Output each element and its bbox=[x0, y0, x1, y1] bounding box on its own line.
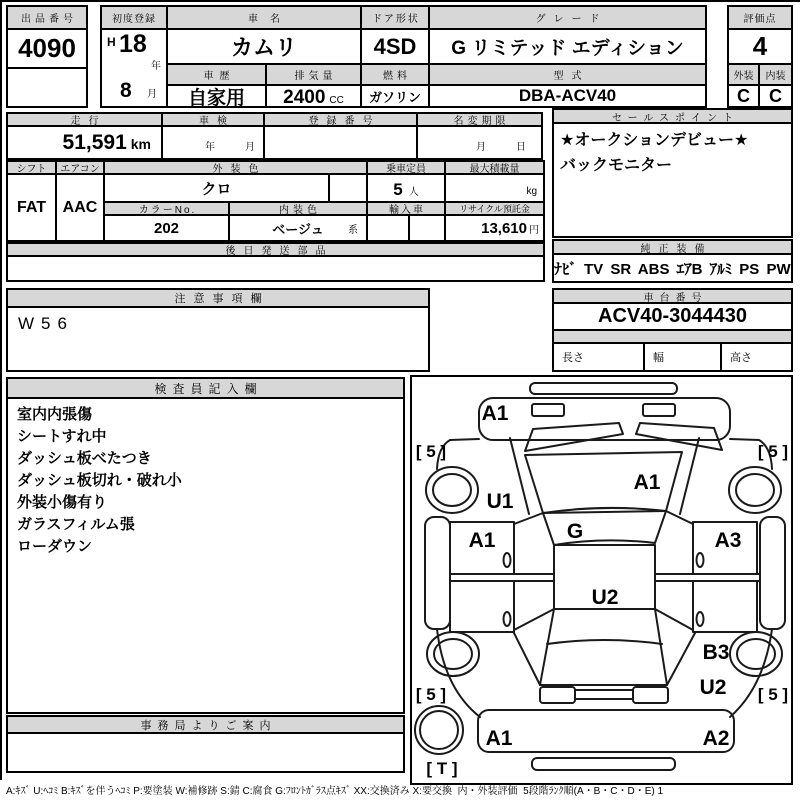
max-load-unit: kg bbox=[526, 186, 537, 197]
shaken-value-cell bbox=[163, 127, 265, 158]
displacement-number: 2400 bbox=[283, 87, 326, 106]
registration-number-cell bbox=[265, 127, 418, 158]
exterior-grade-value: C bbox=[729, 86, 760, 106]
damage-code-roof: U2 bbox=[591, 586, 619, 609]
first-reg-month-unit: 月 bbox=[147, 89, 157, 100]
inspector-box bbox=[6, 377, 405, 714]
auction-number-value: 4090 bbox=[8, 30, 86, 69]
car-name-label: 車名 bbox=[168, 7, 362, 30]
damage-code-windshield: A1 bbox=[633, 471, 661, 494]
interior-color-label: 内装色 bbox=[230, 203, 368, 216]
model-code-label: 型式 bbox=[430, 65, 705, 86]
caution-text: W56 bbox=[18, 314, 74, 333]
office-label: 事務局よりご案内 bbox=[8, 717, 403, 734]
damage-code-right-door: A3 bbox=[714, 529, 742, 552]
front-right-wheel-inner bbox=[736, 474, 774, 506]
aircon-label: エアコン bbox=[57, 162, 105, 175]
trunk-seam-line bbox=[547, 640, 662, 644]
recycle-value: 13,610 bbox=[481, 220, 527, 237]
grade-value: G リミテッド エディション bbox=[430, 30, 705, 65]
name-change-day-unit: 日 bbox=[516, 142, 526, 153]
left-front-door-handle bbox=[504, 553, 511, 567]
inspector-note: シートすれ中 bbox=[17, 428, 107, 445]
tire-mark-spare: [ T ] bbox=[426, 759, 458, 778]
import-car-cell-2 bbox=[410, 216, 446, 240]
inspector-note: 外装小傷有り bbox=[17, 494, 108, 511]
auction-number-box bbox=[6, 5, 88, 108]
color-no-value: 202 bbox=[105, 216, 230, 240]
rear-window-trunk bbox=[540, 609, 667, 685]
damage-code-rear-left: A1 bbox=[485, 727, 513, 750]
left-rear-door-handle bbox=[504, 612, 511, 626]
caution-label: 注意事項欄 bbox=[8, 290, 428, 308]
capacity-unit: 人 bbox=[408, 187, 419, 198]
recycle-unit: 円 bbox=[529, 225, 539, 236]
inspector-label: 検査員記入欄 bbox=[8, 379, 403, 399]
interior-grade-value: C bbox=[769, 86, 782, 106]
door-shape-value: 4SD bbox=[362, 30, 430, 65]
damage-code-right-quarter-lower: U2 bbox=[699, 676, 727, 699]
capacity-cell bbox=[368, 175, 446, 203]
tire-mark-rear-left: [ 5 ] bbox=[415, 685, 447, 704]
fuel-label: 燃料 bbox=[362, 65, 430, 86]
mileage-label: 走行 bbox=[8, 114, 163, 127]
inspector-note: 室内内張傷 bbox=[17, 406, 93, 423]
chassis-box bbox=[552, 288, 793, 372]
damage-code-left-door: A1 bbox=[468, 529, 496, 552]
interior-grade-label: 内装 bbox=[760, 65, 791, 86]
mileage-unit: km bbox=[130, 136, 151, 152]
front-left-wheel-inner bbox=[433, 474, 471, 506]
outer-top-border bbox=[0, 0, 800, 2]
chassis-label: 車台番号 bbox=[554, 290, 791, 304]
first-reg-era: H bbox=[107, 35, 116, 49]
interior-color-cell bbox=[230, 216, 368, 240]
right-c-pillar-line bbox=[655, 609, 693, 630]
left-rocker-panel bbox=[425, 517, 450, 629]
rear-bumper bbox=[478, 710, 734, 752]
sales-point-content bbox=[554, 124, 791, 236]
damage-code-cowl: G bbox=[566, 520, 584, 543]
score-box bbox=[727, 5, 793, 108]
hood-panel bbox=[479, 398, 730, 440]
taillight-connector bbox=[575, 690, 633, 699]
sales-point-line2: バックモニター bbox=[560, 157, 673, 174]
max-load-cell bbox=[446, 175, 543, 203]
tire-mark-front-right: [ 5 ] bbox=[757, 442, 789, 461]
sales-point-label: セールスポイント bbox=[554, 110, 791, 124]
later-parts-empty-cell bbox=[8, 257, 543, 280]
model-code-value: DBA-ACV40 bbox=[518, 86, 617, 105]
displacement-value bbox=[267, 86, 362, 106]
damage-code-left-fender: U1 bbox=[486, 490, 514, 513]
specs-label bbox=[554, 331, 791, 344]
score-value: 4 bbox=[729, 30, 791, 65]
color-no-label: カラーNo. bbox=[105, 203, 230, 216]
inspector-note: ローダウン bbox=[17, 538, 93, 555]
registration-number-label: 登録番号 bbox=[265, 114, 418, 127]
right-rear-door-handle bbox=[697, 612, 704, 626]
name-change-label: 名変期限 bbox=[418, 114, 541, 127]
shift-value: FAT bbox=[8, 175, 57, 240]
displacement-unit: CC bbox=[329, 95, 344, 106]
spare-tire bbox=[415, 706, 463, 754]
door-shape-label: ドア形状 bbox=[362, 7, 430, 30]
damage-code-rear-right: A2 bbox=[702, 727, 730, 750]
shaken-label: 車検 bbox=[163, 114, 265, 127]
name-change-cell bbox=[418, 127, 541, 158]
inspector-note: ダッシュ板切れ・破れ小 bbox=[17, 472, 182, 489]
height-label: 高さ bbox=[730, 352, 752, 364]
later-parts-label: 後日発送部品 bbox=[8, 244, 543, 257]
mileage-value: 51,591 bbox=[62, 131, 127, 154]
mileage-row bbox=[6, 112, 543, 160]
right-wiper bbox=[636, 423, 722, 450]
exterior-color-empty-cell bbox=[330, 175, 368, 203]
sales-point-line1: ★オークションデビュー★ bbox=[560, 132, 749, 149]
exterior-grade-label: 外装 bbox=[729, 65, 760, 86]
caution-box bbox=[6, 288, 430, 372]
license-plate-slot bbox=[532, 758, 675, 770]
tire-mark-front-left: [ 5 ] bbox=[415, 442, 447, 461]
auction-number-label: 出品番号 bbox=[8, 7, 86, 30]
sales-point-box bbox=[552, 108, 793, 238]
import-car-cell-1 bbox=[368, 216, 410, 240]
score-label: 評価点 bbox=[729, 7, 791, 30]
max-load-label: 最大積載量 bbox=[446, 162, 543, 175]
first-reg-label: 初度登録 bbox=[102, 7, 168, 30]
chassis-number: ACV40-3044430 bbox=[554, 304, 791, 331]
import-car-label: 輸入車 bbox=[368, 203, 446, 216]
right-rocker-panel bbox=[760, 517, 785, 629]
shift-label: シフト bbox=[8, 162, 57, 175]
history-label: 車歴 bbox=[168, 65, 267, 86]
inspector-notes bbox=[8, 399, 403, 712]
capacity-value: 5 bbox=[393, 180, 403, 199]
damage-code-legend: A:ｷｽﾞ U:ﾍｺﾐ B:ｷｽﾞを伴うﾍｺﾐ P:要塗装 W:補修跡 S:錆 C:腐食 G:ﾌﾛﾝﾄｶﾞﾗｽ点ｷｽﾞ XX:交換済み X:要交換 内・外装評価 5段階ﾗﾝｸ順(A・B・C・D・E) 1 bbox=[6, 786, 664, 797]
left-taillight bbox=[540, 687, 575, 703]
exterior-color-label: 外装色 bbox=[105, 162, 368, 175]
mileage-value-cell bbox=[8, 127, 163, 158]
interior-color-value: ベージュ bbox=[272, 221, 324, 237]
car-name-value: カムリ bbox=[168, 30, 362, 65]
shaken-month-unit: 月 bbox=[245, 142, 255, 153]
equipment-items: ﾅﾋﾞ TV SR ABS ｴｱB ｱﾙﾐ PS PW bbox=[554, 260, 791, 278]
first-reg-year: 18 bbox=[119, 30, 147, 58]
spare-tire-inner bbox=[420, 711, 458, 749]
color-capacity-table bbox=[6, 160, 545, 242]
grade-label: グレード bbox=[430, 7, 705, 30]
office-box bbox=[6, 715, 405, 773]
outer-left-border bbox=[0, 0, 2, 780]
inspector-note: ガラスフィルム張 bbox=[17, 516, 135, 533]
inspector-note: ダッシュ板べたつき bbox=[17, 450, 152, 467]
right-front-door-handle bbox=[697, 553, 704, 567]
right-headlight bbox=[643, 404, 675, 416]
recycle-cell bbox=[446, 216, 543, 240]
first-reg-cell bbox=[102, 30, 168, 106]
right-a-pillar-line bbox=[680, 438, 699, 514]
interior-color-unit: 系 bbox=[348, 224, 358, 236]
first-reg-month: 8 bbox=[120, 79, 132, 102]
capacity-label: 乗車定員 bbox=[368, 162, 446, 175]
door-gap-lines bbox=[450, 574, 760, 581]
recycle-label: リサイクル預託金 bbox=[446, 203, 543, 216]
history-value: 自家用 bbox=[168, 86, 267, 106]
aircon-value: AAC bbox=[57, 175, 105, 240]
left-wiper bbox=[525, 423, 623, 451]
car-top-view-diagram bbox=[412, 377, 791, 783]
left-c-pillar-line bbox=[514, 609, 554, 630]
first-reg-year-unit: 年 bbox=[151, 61, 161, 72]
damage-code-hood: A1 bbox=[481, 402, 509, 425]
right-quarter-line bbox=[667, 633, 695, 685]
left-headlight bbox=[532, 404, 564, 416]
left-quarter-line bbox=[514, 633, 540, 685]
exterior-color-value: クロ bbox=[105, 175, 330, 203]
fuel-value: ガソリン bbox=[362, 86, 430, 106]
name-change-month-unit: 月 bbox=[476, 142, 486, 153]
equipment-label: 純正装備 bbox=[554, 241, 791, 255]
displacement-label: 排気量 bbox=[267, 65, 362, 86]
vehicle-info-table bbox=[100, 5, 707, 108]
auction-number-empty-cell bbox=[8, 69, 86, 106]
shaken-year-unit: 年 bbox=[205, 142, 215, 153]
tire-mark-rear-right: [ 5 ] bbox=[757, 685, 789, 704]
front-bumper-bar bbox=[530, 383, 677, 394]
equipment-box bbox=[552, 239, 793, 283]
damage-code-right-quarter-upper: B3 bbox=[702, 641, 730, 664]
later-parts-box bbox=[6, 242, 545, 282]
length-label: 長さ bbox=[554, 344, 645, 370]
width-label: 幅 bbox=[645, 344, 722, 370]
damage-diagram-box bbox=[410, 375, 793, 785]
right-taillight bbox=[633, 687, 668, 703]
